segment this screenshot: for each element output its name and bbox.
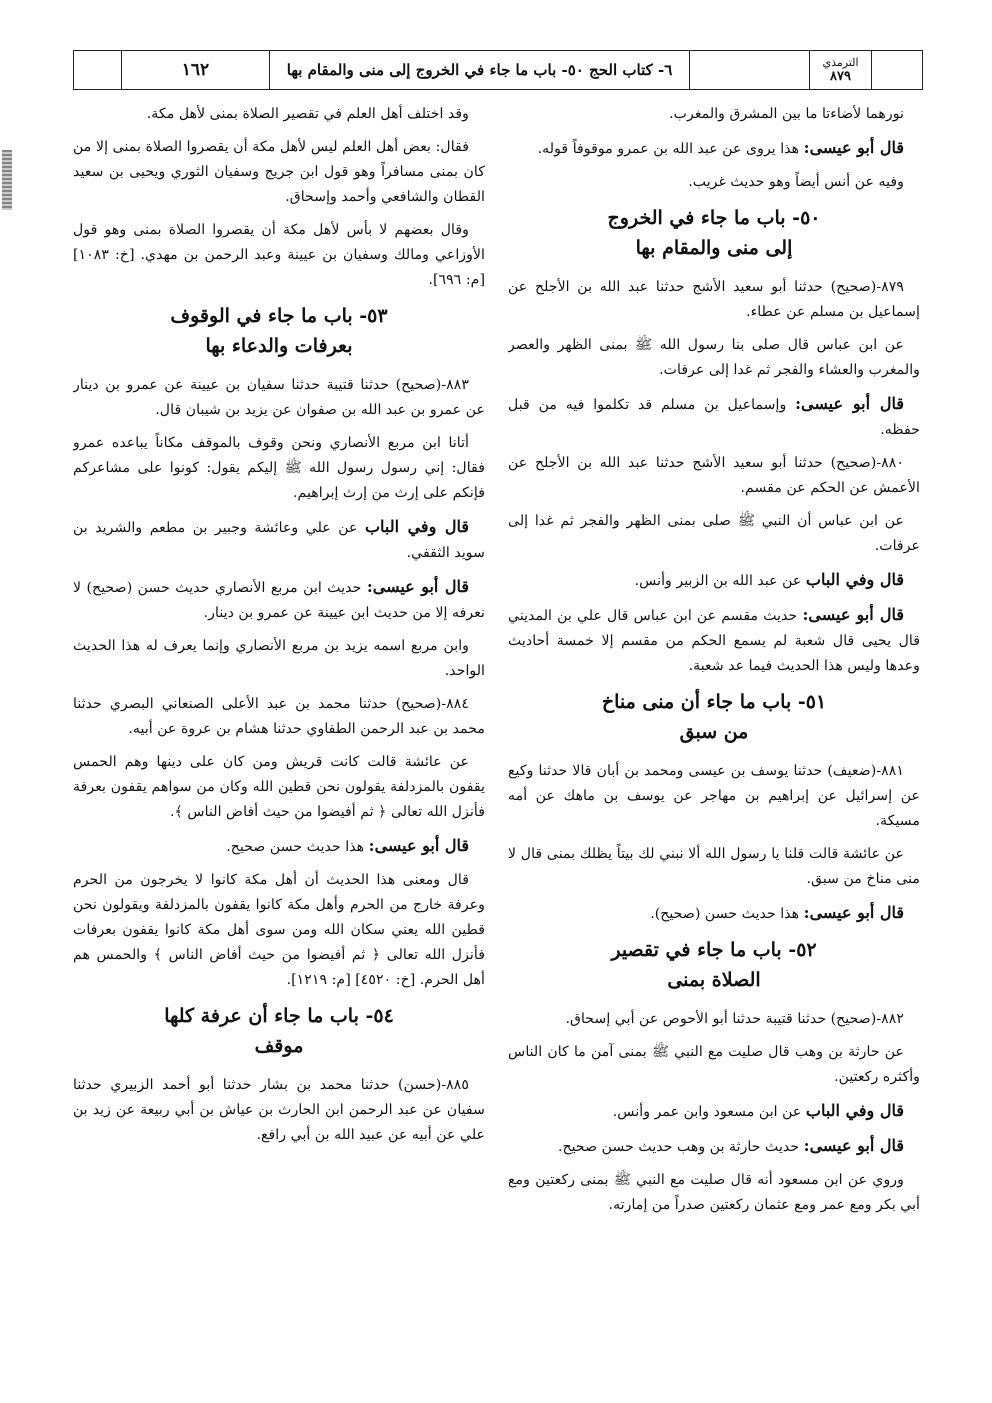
- hadith-paragraph: عن ابن عباس قال صلى بنا رسول الله ﷺ بمنى الظهر والعصر والمغرب والعشاء والفجر ثم غدا إلى عرفات.: [508, 337, 920, 378]
- chapter-heading: [508, 687, 920, 747]
- commentary-lead: قال أبو عيسى:: [366, 577, 470, 596]
- commentary-lead: قال أبو عيسى:: [803, 138, 904, 157]
- paragraph: وابن مربع اسمه يزيد بن مربع الأنصاري وإنما يعرف له هذا الحديث الواحد.: [73, 638, 485, 679]
- chapter-heading: [73, 1001, 485, 1061]
- hadith-paragraph: عن ابن عباس أن النبي ﷺ صلى بمنى الظهر والفجر ثم غدا إلى عرفات.: [508, 513, 920, 554]
- paragraph-text: وإسماعيل بن مسلم قد تكلموا فيه من قبل حفظه.: [508, 397, 920, 438]
- commentary-lead: قال وفي الباب: [805, 570, 904, 589]
- chapter-title-line: بعرفات والدعاء بها: [205, 335, 353, 357]
- chapter-title-line: ٥٤- باب ما جاء أن عرفة كلها: [164, 1005, 394, 1027]
- header-empty-cell: [872, 51, 922, 89]
- paragraph: وقال بعضهم لا بأس لأهل مكة أن يقصروا الصلاة بمنى وهو قول الأوزاعي ومالك وسفيان بن عيينة وعبد الرحمن بن مهدي. [خ: ١٠٨٣] [م: ٦٩٦].: [73, 222, 485, 288]
- page-header: [73, 50, 923, 90]
- paragraph: [508, 900, 920, 927]
- paragraph: فقال: بعض أهل العلم ليس لأهل مكة أن يقصروا الصلاة بمنى إلا من كان بمنى مسافراً وهو قول ابن جريج وسفيان الثوري ويحيى بن سعيد القطان والشافعي وأحمد وإسحاق.: [73, 139, 485, 205]
- paragraph-text: عن ابن مسعود وابن عمر وأنس.: [612, 1104, 802, 1120]
- chapter-title-line: موقف: [254, 1035, 304, 1057]
- hadith-paragraph: ٨٨٣-(صحيح) حدثنا قتيبة حدثنا سفيان بن عيينة عن عمرو بن دينار عن عمرو بن عبد الله بن صفوان عن يزيد بن شيبان قال.: [73, 377, 485, 418]
- reference-number: ٨٧٩: [830, 69, 851, 84]
- paragraph: [508, 602, 920, 679]
- right-column: [508, 102, 920, 1392]
- paragraph: [73, 833, 485, 860]
- reference-label: الترمذي: [822, 56, 859, 69]
- hadith-paragraph: عن عائشة قالت كانت قريش ومن كان على دينها وهم الحمس يقفون بالمزدلفة يقولون نحن قطين الله وكان من سواهم يقفون بعرفة فأنزل الله تعالى ﴿ ثم أفيضوا من حيث أفاض الناس ﴾.: [73, 754, 485, 820]
- hadith-paragraph: ٨٨٠-(صحيح) حدثنا أبو سعيد الأشج حدثنا عبد الله بن الأجلح عن الأعمش عن الحكم عن مقسم.: [508, 455, 920, 496]
- header-spacer-cell: [690, 51, 810, 89]
- chapter-title-line: ٥١- باب ما جاء أن منى مناخ: [601, 691, 827, 713]
- chapter-title-line: من سبق: [679, 721, 749, 743]
- commentary-lead: قال أبو عيسى:: [802, 605, 905, 624]
- paragraph-text: حديث مقسم عن ابن عباس قال علي بن المديني قال يحيى قال شعبة لم يسمع الحكم من مقسم إلا خمسة أحاديث وعدها وليس هذا الحديث فيما عد شعبة.: [508, 608, 920, 674]
- running-title: ٦- كتاب الحج ٥٠- باب ما جاء في الخروج إلى منى والمقام بها: [270, 51, 690, 89]
- chapter-title-line: الصلاة بمنى: [667, 969, 761, 991]
- hadith-paragraph: عن حارثة بن وهب قال صليت مع النبي ﷺ بمنى آمن ما كان الناس وأكثره ركعتين.: [508, 1044, 920, 1085]
- header-empty-cell: [74, 51, 122, 89]
- hadith-paragraph: عن عائشة قالت قلنا يا رسول الله ألا نبني لك بيتاً يظلك بمنى قال لا منى مناخ من سبق.: [508, 846, 920, 887]
- chapter-heading: [508, 203, 920, 263]
- paragraph: [508, 135, 920, 162]
- paragraph: وفيه عن أنس أيضاً وهو حديث غريب.: [688, 174, 904, 190]
- hadith-paragraph: ٨٧٩-(صحيح) حدثنا أبو سعيد الأشج حدثنا عبد الله بن الأجلح عن إسماعيل بن مسلم عن عطاء.: [508, 279, 920, 320]
- chapter-heading: [73, 301, 485, 361]
- paragraph: نورهما لأضاءتا ما بين المشرق والمغرب.: [669, 106, 904, 122]
- chapter-title-line: ٥٣- باب ما جاء في الوقوف: [170, 305, 388, 327]
- paragraph-text: هذا يروى عن عبد الله بن عمرو موقوفاً قوله.: [537, 141, 800, 157]
- commentary-lead: قال وفي الباب: [805, 1101, 904, 1120]
- paragraph-text: هذا حديث حسن (صحيح).: [650, 906, 800, 922]
- chapter-title-line: إلى منى والمقام بها: [635, 237, 793, 259]
- commentary-lead: قال أبو عيسى:: [795, 394, 905, 413]
- page-number: ١٦٢: [122, 51, 270, 89]
- paragraph-text: هذا حديث حسن صحيح.: [226, 839, 365, 855]
- commentary-lead: قال أبو عيسى:: [803, 903, 904, 922]
- chapter-title-line: ٥٠- باب ما جاء في الخروج: [607, 207, 821, 229]
- paragraph: قال ومعنى هذا الحديث أن أهل مكة كانوا لا يخرجون من الحرم وعرفة خارج من الحرم وأهل مكة كانوا يقفون بالمزدلفة ويقولون نحن قطين الله يعني سكان الله ومن سوى أهل مكة كانوا يقفون بعرفات فأنزل الله تعالى ﴿ ثم أفيضوا من حيث أفاض الناس ﴾ والحمس هم أهل الحرم. [خ: ٤٥٢٠] [م: ١٢١٩].: [73, 872, 485, 988]
- paragraph: [73, 514, 485, 566]
- hadith-paragraph: ٨٨٥-(حسن) حدثنا محمد بن بشار حدثنا أبو أحمد الزبيري حدثنا سفيان عن عبد الرحمن ابن الحارث بن عياش بن أبي ربيعة عن زيد بن علي عن أبيه عن عبيد الله بن أبي رافع.: [73, 1077, 485, 1143]
- hadith-paragraph: ٨٨٢-(صحيح) حدثنا قتيبة حدثنا أبو الأحوص عن أبي إسحاق.: [565, 1011, 904, 1027]
- commentary-lead: قال وفي الباب: [364, 517, 469, 536]
- paragraph-text: عن علي وعائشة وجبير بن مطعم والشريد بن سويد الثقفي.: [73, 520, 485, 561]
- paragraph: [508, 567, 920, 594]
- hadith-paragraph: ٨٨٤-(صحيح) حدثنا محمد بن عبد الأعلى الصنعاني البصري حدثنا محمد بن عبد الرحمن الطفاوي حدثنا هشام بن عروة عن أبيه.: [73, 696, 485, 737]
- paragraph-text: حديث ابن مربع الأنصاري حديث حسن (صحيح) لا نعرفه إلا من حديث ابن عيينة عن عمرو بن دينار.: [73, 580, 485, 621]
- paragraph-text: حديث حارثة بن وهب حديث حسن صحيح.: [557, 1139, 800, 1155]
- paragraph-text: عن عبد الله بن الزبير وأنس.: [634, 573, 802, 589]
- paragraph: وروي عن ابن مسعود أنه قال صليت مع النبي ﷺ بمنى ركعتين ومع أبي بكر ومع عمر ومع عثمان ركعتين صدراً من إمارته.: [508, 1172, 920, 1213]
- chapter-title-line: ٥٢- باب ما جاء في تقصير: [611, 939, 817, 961]
- paragraph: [508, 1133, 920, 1160]
- chapter-heading: [508, 935, 920, 995]
- left-column: [73, 102, 485, 1392]
- paragraph: [73, 574, 485, 626]
- paragraph: [508, 1098, 920, 1125]
- hadith-paragraph: أتانا ابن مربع الأنصاري ونحن وقوف بالموقف مكاناً يباعده عمرو فقال: إني رسول رسول الله ﷺ إليكم يقول: كونوا على مشاعركم فإنكم على إرث من إرث إبراهيم.: [73, 435, 485, 501]
- commentary-lead: قال أبو عيسى:: [368, 836, 469, 855]
- hadith-paragraph: ٨٨١-(ضعيف) حدثنا يوسف بن عيسى ومحمد بن أبان قالا حدثنا وكيع عن إسرائيل عن إبراهيم بن مهاجر عن يوسف بن ماهك عن أمه مسيكة.: [508, 763, 920, 829]
- scan-artifact: [2, 150, 12, 210]
- paragraph: [508, 391, 920, 443]
- commentary-lead: قال أبو عيسى:: [803, 1136, 904, 1155]
- paragraph: وقد اختلف أهل العلم في تقصير الصلاة بمنى لأهل مكة.: [146, 106, 469, 122]
- hadith-reference: [810, 51, 872, 89]
